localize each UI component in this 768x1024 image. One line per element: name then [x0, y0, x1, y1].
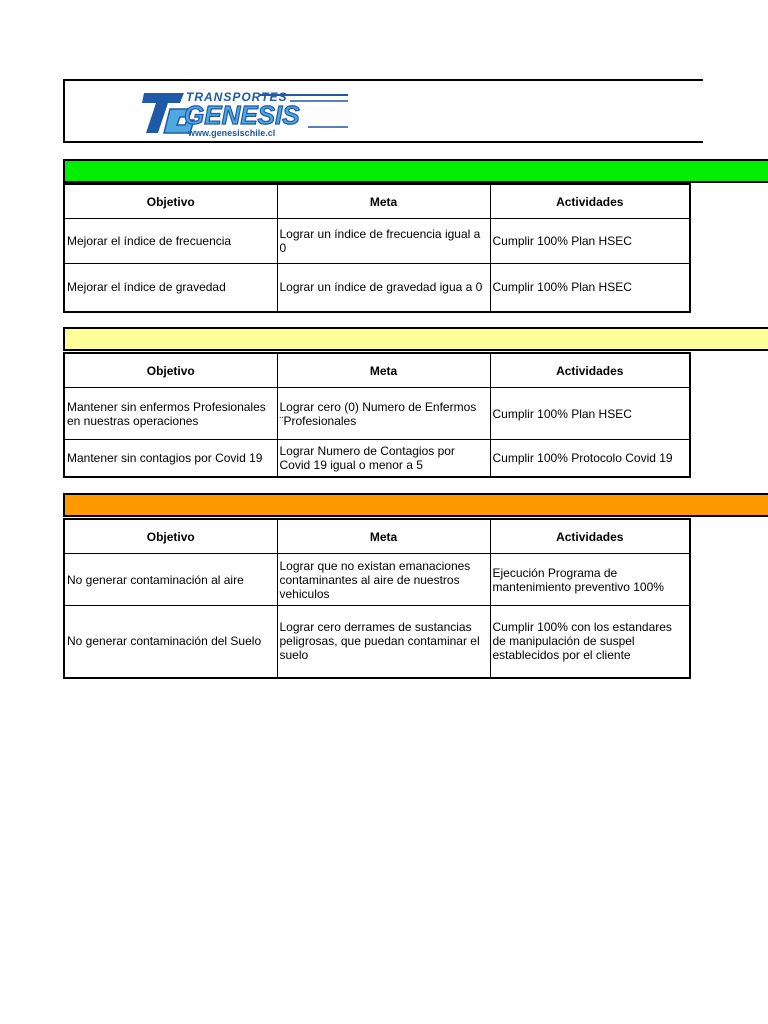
table-row: [64, 388, 690, 440]
cell-actividades: Cumplir 100% Plan HSEC: [490, 219, 690, 264]
section-band-green: [63, 159, 768, 183]
cell-actividades: Ejecución Programa de mantenimiento preventivo 100%: [490, 554, 690, 606]
header-meta: Meta: [277, 353, 490, 388]
table-header-row: [64, 353, 690, 388]
genesis-logo-graphic: [140, 87, 350, 139]
logo-top-text: TRANSPORTES: [186, 90, 288, 104]
objectives-table-health: [63, 352, 691, 478]
cell-objetivo: Mantener sin enfermos Profesionales en nuestras operaciones: [64, 388, 277, 440]
logo-url: www.genesischile.cl: [188, 128, 276, 138]
header-actividades: Actividades: [490, 184, 690, 219]
cell-meta: Lograr Numero de Contagios por Covid 19 igual o menor a 5: [277, 440, 490, 477]
cell-actividades: Cumplir 100% con los estandares de manipulación de suspel establecidos por el cliente: [490, 606, 690, 678]
cell-objetivo: No generar contaminación del Suelo: [64, 606, 277, 678]
cell-actividades: Cumplir 100% Plan HSEC: [490, 264, 690, 312]
header-objetivo: Objetivo: [64, 353, 277, 388]
section-band-yellow: [63, 327, 768, 351]
table-row: [64, 554, 690, 606]
header-actividades: Actividades: [490, 519, 690, 554]
cell-objetivo: Mantener sin contagios por Covid 19: [64, 440, 277, 477]
cell-objetivo: Mejorar el índice de gravedad: [64, 264, 277, 312]
section-band-orange: [63, 493, 768, 517]
objectives-table-safety: [63, 183, 691, 313]
cell-meta: Lograr cero derrames de sustancias peligrosas, que puedan contaminar el suelo: [277, 606, 490, 678]
header-actividades: Actividades: [490, 353, 690, 388]
header-objetivo: Objetivo: [64, 184, 277, 219]
table-header-row: [64, 519, 690, 554]
cell-meta: Lograr que no existan emanaciones contaminantes al aire de nuestros vehiculos: [277, 554, 490, 606]
header-meta: Meta: [277, 519, 490, 554]
cell-meta: Lograr cero (0) Numero de Enfermos ¨Profesionales: [277, 388, 490, 440]
cell-meta: Lograr un índice de frecuencia igual a 0: [277, 219, 490, 264]
table-row: [64, 606, 690, 678]
cell-objetivo: Mejorar el índice de frecuencia: [64, 219, 277, 264]
cell-meta: Lograr un índice de gravedad igua a 0: [277, 264, 490, 312]
table-row: [64, 440, 690, 477]
cell-actividades: Cumplir 100% Protocolo Covid 19: [490, 440, 690, 477]
objectives-table-environment: [63, 518, 691, 679]
logo-name: GENESIS: [184, 100, 300, 130]
table-row: [64, 219, 690, 264]
header-box: [63, 79, 703, 143]
cell-actividades: Cumplir 100% Plan HSEC: [490, 388, 690, 440]
table-header-row: [64, 184, 690, 219]
header-meta: Meta: [277, 184, 490, 219]
header-objetivo: Objetivo: [64, 519, 277, 554]
table-row: [64, 264, 690, 312]
cell-objetivo: No generar contaminación al aire: [64, 554, 277, 606]
company-logo: [140, 87, 350, 139]
